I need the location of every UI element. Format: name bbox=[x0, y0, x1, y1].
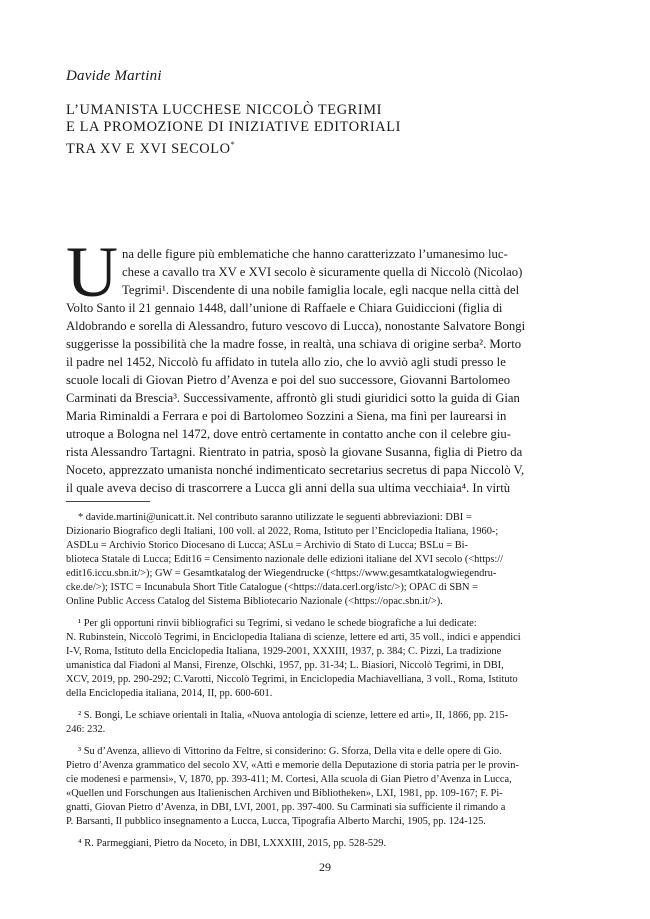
footnote-separator bbox=[66, 501, 150, 502]
footnote-gap bbox=[66, 737, 586, 745]
body-line: Aldobrando e sorella di Alessandro, futuro vescovo di Lucca), nonostante Salvatore Bongi bbox=[66, 319, 526, 333]
footnote-line: Pietro d’Avenza grammatico del secolo XV, «Atti e memorie della Deputazione di storia patria per le provin- bbox=[66, 760, 519, 771]
footnote-line: Dizionario Biografico degli Italiani, 100 voll. al 2022, Roma, Istituto per l’Enciclopedia Italiana, 1960-; bbox=[66, 526, 499, 537]
footnote-line: ASDLu = Archivio Storico Diocesano di Lucca; ASLu = Archivio di Stato di Lucca; BSLu = Bi- bbox=[66, 540, 468, 551]
footnotes bbox=[66, 511, 586, 851]
footnote-4 bbox=[66, 837, 586, 851]
body-line: il padre nel 1452, Niccolò fu affidato in tutela allo zio, che lo avviò agli studi presso le bbox=[66, 355, 506, 369]
footnote-line: P. Barsanti, Il pubblico insegnamento a Lucca, Lucca, Tipografia Alberto Marchi, 1905, pp. 124-125. bbox=[66, 816, 486, 827]
footnote-line: I-V, Roma, Istituto della Enciclopedia Italiana, 1929-2001, XXXIII, 1937, p. 384; C. Pizzi, La tradizione bbox=[66, 646, 502, 657]
title-line-3 bbox=[66, 136, 401, 158]
article-title bbox=[66, 102, 401, 158]
footnote-2 bbox=[66, 709, 586, 737]
footnote-line: umanistica dal Fiadoni al Mansi, Firenze, Olschki, 1957, pp. 31-34; L. Biasiori, Niccolò Tegrimi, in DBI, bbox=[66, 660, 504, 671]
body-line: suggerisse la possibilità che la madre fosse, in realtà, una schiava di origine serba². Morto bbox=[66, 337, 522, 351]
footnote-gap bbox=[66, 701, 586, 709]
footnote-line: XCV, 2019, pp. 290-292; C.Varotti, Niccolò Tegrimi, in Enciclopedia Machiavelliana, 3 voll., Roma, Istituto bbox=[66, 674, 518, 685]
body-line: il quale aveva deciso di trascorrere a Lucca gli anni della sua ultima vecchiaia⁴. In virtù bbox=[66, 481, 511, 495]
footnote-line: «Quellen und Forschungen aus Italienischen Archiven und Bibliotheken», LXI, 1981, pp. 109-167; F. Pi- bbox=[66, 788, 503, 799]
body-line: Maria Riminaldi a Ferrara e poi di Bartolomeo Sozzini a Siena, ma finì per laurearsi in bbox=[66, 409, 507, 423]
footnote-line: gnatti, Giovan Pietro d’Avenza, in DBI, LVI, 2001, pp. 397-400. Su Carminati sia sufficiente il rimando a bbox=[66, 802, 506, 813]
drop-cap: U bbox=[66, 232, 118, 312]
body-line: chese a cavallo tra XV e XVI secolo è sicuramente quella di Niccolò (Nicolao) bbox=[122, 265, 523, 279]
footnote-line: ² S. Bongi, Le schiave orientali in Italia, «Nuova antologia di scienze, lettere ed arti», II, 1866, pp. 215- bbox=[78, 710, 509, 721]
body-line: scuole locali di Giovan Pietro d’Avenza e poi del suo successore, Giovanni Bartolomeo bbox=[66, 373, 511, 387]
footnote-3 bbox=[66, 745, 586, 829]
footnote-line: * davide.martini@unicatt.it. Nel contributo saranno utilizzate le seguenti abbreviazioni: DBI = bbox=[78, 512, 472, 523]
title-line-1: L’UMANISTA LUCCHESE NICCOLÒ TEGRIMI bbox=[66, 102, 383, 118]
footnote-line: 246: 232. bbox=[66, 724, 106, 735]
body-line: Carminati da Brescia³. Successivamente, affrontò gli studi giuridici sotto la guida di Gian bbox=[66, 391, 520, 405]
body-line: na delle figure più emblematiche che hanno caratterizzato l’umanesimo luc- bbox=[122, 247, 508, 261]
title-footnote-mark: * bbox=[230, 140, 235, 149]
footnote-gap bbox=[66, 829, 586, 837]
footnote-line: della Enciclopedia italiana, 2014, II, pp. 600-601. bbox=[66, 688, 273, 699]
footnote-line: ¹ Per gli opportuni rinvii bibliografici su Tegrimi, si vedano le schede biografiche a lui dedicate: bbox=[78, 618, 477, 629]
footnote-line: N. Rubinstein, Niccolò Tegrimi, in Enciclopedia Italiana di scienze, lettere ed arti, 35 voll., indici e appendici bbox=[66, 632, 521, 643]
body-line: Noceto, apprezzato umanista nonché indimenticato secretarius secretus di papa Niccolò V, bbox=[66, 463, 525, 477]
footnote-line: cie modenesi e parmensi», V, 1870, pp. 393-411; M. Cortesi, Alla scuola di Gian Pietro d’Avenza in Lucca, bbox=[66, 774, 512, 785]
body-line: utroque a Bologna nel 1472, dove entrò certamente in contatto anche con il celebre giu- bbox=[66, 427, 511, 441]
footnote-line: Online Public Access Catalog del Sistema Bibliotecario Nazionale (<https://opac.sbn.it/>). bbox=[66, 596, 443, 607]
footnote-gap bbox=[66, 609, 586, 617]
body-line: Volto Santo il 21 gennaio 1448, dall’unione di Raffaele e Chiara Guidiccioni (figlia di bbox=[66, 301, 503, 315]
footnote-line: ³ Su d’Avenza, allievo di Vittorino da Feltre, si considerino: G. Sforza, Della vita e delle opere di Gio. bbox=[78, 746, 502, 757]
footnote-star bbox=[66, 511, 586, 609]
author-name: Davide Martini bbox=[66, 68, 162, 84]
title-line-2: E LA PROMOZIONE DI INIZIATIVE EDITORIALI bbox=[66, 119, 402, 135]
title-line-3-text: TRA XV E XVI SECOLO bbox=[66, 141, 231, 157]
footnote-line: edit16.iccu.sbn.it/>); GW = Gesamtkatalog der Wiegendrucke (<https://www.gesamtkatalogwiegendru- bbox=[66, 568, 497, 579]
body-line: rista Alessandro Tartagni. Rientrato in patria, sposò la giovane Susanna, figlia di Pietro da bbox=[66, 445, 523, 459]
body-line: Tegrimi¹. Discendente di una nobile famiglia locale, egli nacque nella città del bbox=[122, 283, 520, 297]
footnote-line: ⁴ R. Parmeggiani, Pietro da Noceto, in DBI, LXXXIII, 2015, pp. 528-529. bbox=[78, 838, 387, 849]
body-text bbox=[66, 232, 586, 497]
page-number: 29 bbox=[319, 860, 331, 874]
footnote-line: cke.de/>); ISTC = Incunabula Short Title Catalogue (<https://data.cerl.org/istc/>); OPAC di SBN = bbox=[66, 582, 478, 593]
footnote-1 bbox=[66, 617, 586, 701]
footnote-line: blioteca Statale di Lucca; Edit16 = Censimento nazionale delle edizioni italiane del XVI secolo (<https:// bbox=[66, 554, 504, 565]
